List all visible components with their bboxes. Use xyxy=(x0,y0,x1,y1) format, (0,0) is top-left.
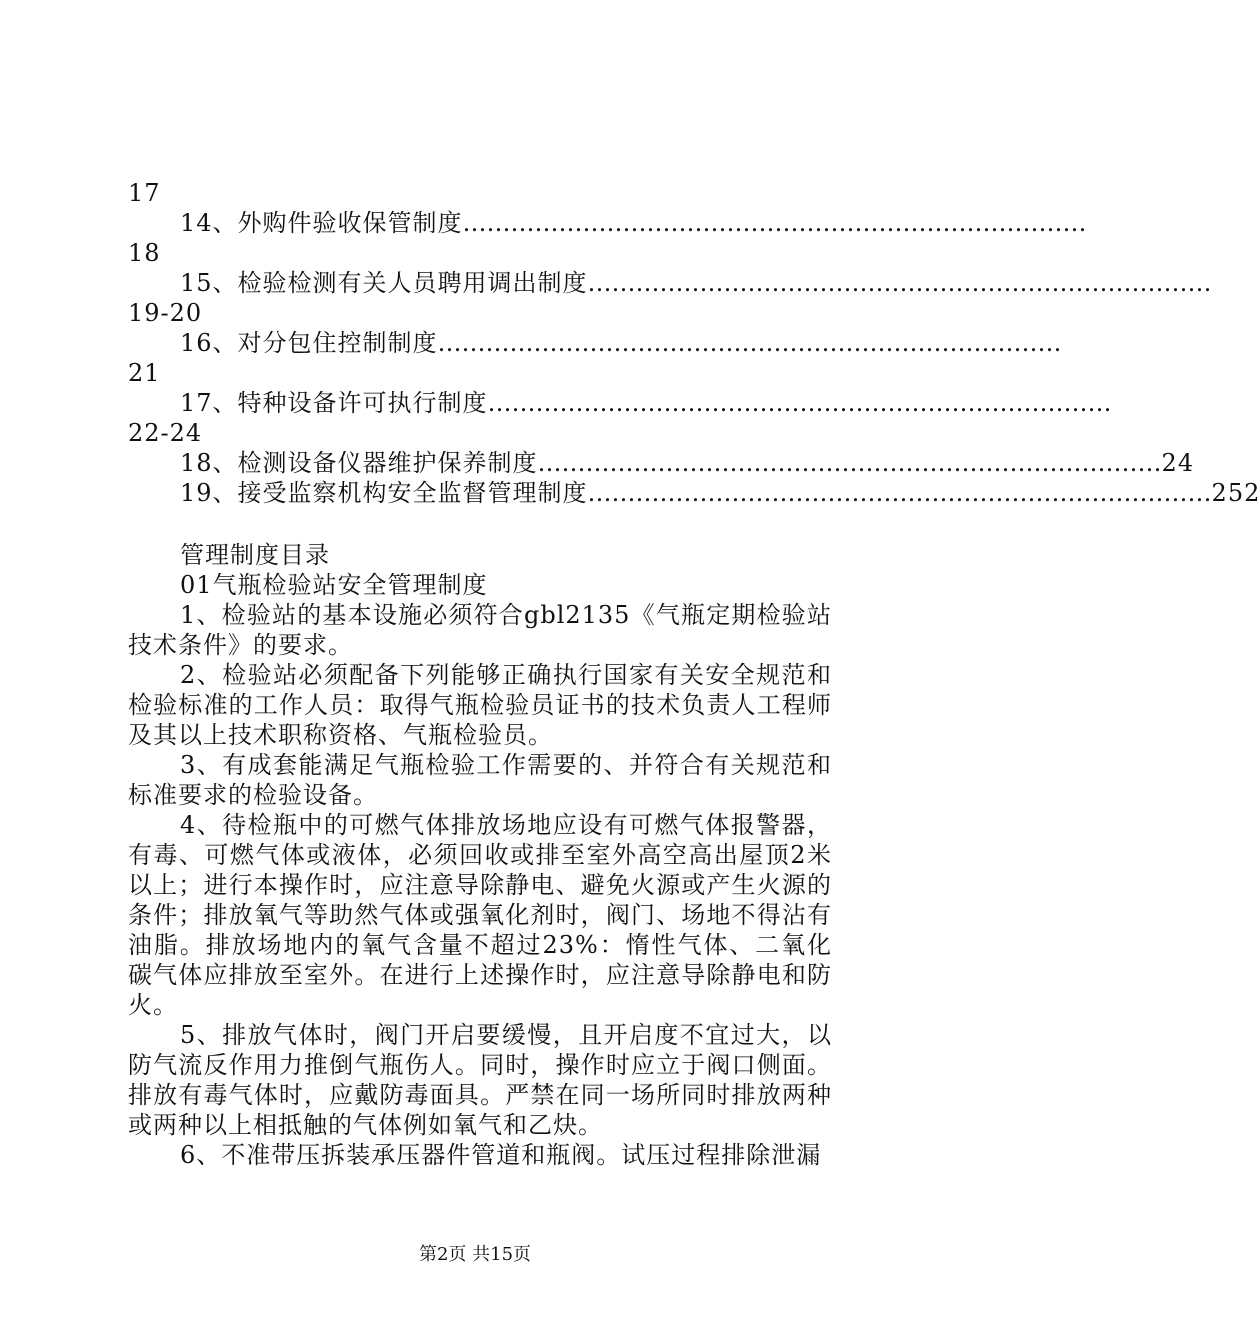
spacer xyxy=(128,508,832,540)
paragraph-4: 4、待检瓶中的可燃气体排放场地应设有可燃气体报警器，有毒、可燃气体或液体，必须回收或排至室外高空高出屋顶2米以上；进行本操作时，应注意导除静电、避免火源或产生火源的条件；排放氧气等助然气体或强氧化剂时，阀门、场地不得沾有油脂。排放场地内的氧气含量不超过23%：惰性气体、二氧化碳气体应排放至室外。在进行上述操作时，应注意导除静电和防火。 xyxy=(128,811,832,1019)
chapter-title: 01气瓶检验站安全管理制度 xyxy=(180,571,488,599)
toc-page: 24 xyxy=(1161,449,1195,477)
toc-leader-dots: …………………………………………………………………… xyxy=(462,209,1087,237)
paragraph-3: 3、有成套能满足气瓶检验工作需要的、并符合有关规范和标准要求的检验设备。 xyxy=(128,751,832,809)
paragraph-1: 1、检验站的基本设施必须符合gbl2135《气瓶定期检验站技术条件》的要求。 xyxy=(128,601,832,659)
document-page xyxy=(128,178,1260,1170)
toc-entry-14 xyxy=(128,208,1087,238)
toc-leader-dots: …………………………………………………………………… xyxy=(587,479,1212,507)
toc-label: 16、对分包住控制制度 xyxy=(180,329,438,357)
toc-entry-18 xyxy=(128,448,1195,478)
toc-leader-dots: …………………………………………………………………… xyxy=(487,389,1112,417)
toc-label: 18、检测设备仪器维护保养制度 xyxy=(180,449,538,477)
paragraph-2: 2、检验站必须配备下列能够正确执行国家有关安全规范和检验标准的工作人员：取得气瓶检验员证书的技术负责人工程师及其以上技术职称资格、气瓶检验员。 xyxy=(128,661,832,749)
toc-page-number: 22-24 xyxy=(128,419,203,447)
toc-label: 17、特种设备许可执行制度 xyxy=(180,389,488,417)
toc-entry-19 xyxy=(128,478,1260,508)
toc-label: 15、检验检测有关人员聘用调出制度 xyxy=(180,269,588,297)
section-title: 管理制度目录 xyxy=(180,541,330,569)
toc-entry-17 xyxy=(128,388,1112,418)
toc-page: 252 xyxy=(1211,479,1260,507)
toc-entry-16 xyxy=(128,328,1062,358)
toc-label: 19、接受监察机构安全监督管理制度 xyxy=(180,479,588,507)
toc-leader-dots: …………………………………………………………………… xyxy=(437,329,1062,357)
toc-leader-dots: …………………………………………………………………… xyxy=(537,449,1162,477)
toc-page-number: 19-20 xyxy=(128,299,203,327)
paragraph-5: 5、排放气体时，阀门开启要缓慢，且开启度不宜过大，以防气流反作用力推倒气瓶伤人。同时，操作时应立于阀口侧面。排放有毒气体时，应戴防毒面具。严禁在同一场所同时排放两种或两种以上相抵触的气体例如氧气和乙炔。 xyxy=(128,1021,832,1139)
page-footer: 第2页 共15页 xyxy=(418,1244,532,1265)
paragraph-6: 6、不准带压拆装承压器件管道和瓶阀。试压过程排除泄漏 xyxy=(180,1141,822,1169)
toc-entry-15 xyxy=(128,268,1212,298)
toc-page-number: 17 xyxy=(128,179,161,207)
toc-page-number: 18 xyxy=(128,239,161,267)
toc-label: 14、外购件验收保管制度 xyxy=(180,209,463,237)
toc-leader-dots: …………………………………………………………………… xyxy=(587,269,1212,297)
toc-page-number: 21 xyxy=(128,359,161,387)
